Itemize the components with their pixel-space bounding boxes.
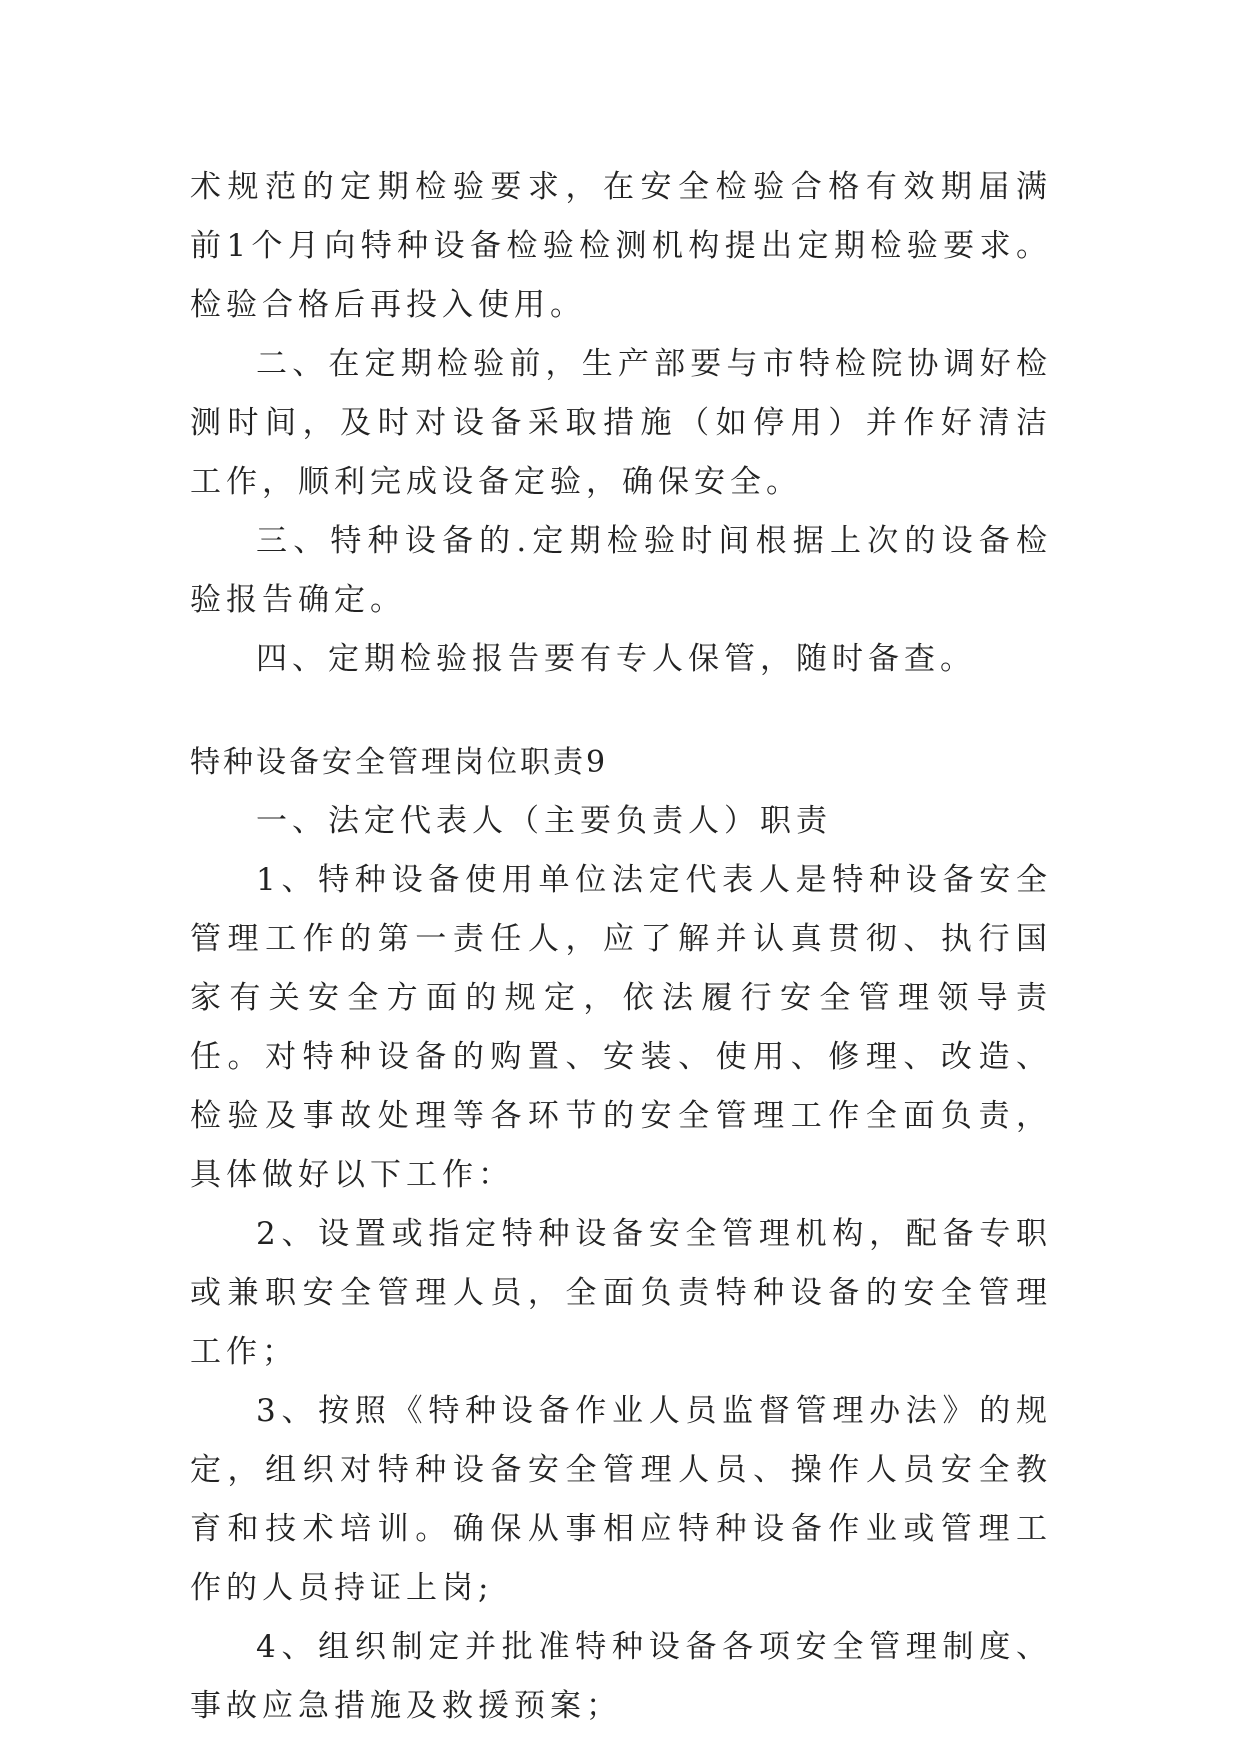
paragraph-item-4: 四、定期检验报告要有专人保管，随时备查。 (256, 641, 976, 677)
paragraph-duty-4: 4、组织制定并批准特种设备各项安全管理制度、事故应急措施及救援预案； (190, 1629, 1052, 1724)
paragraph-subheading: 一、法定代表人（主要负责人）职责 (256, 803, 832, 839)
section-spacer (190, 689, 1052, 733)
paragraph-continuation: 术规范的定期检验要求，在安全检验合格有效期届满前1个月向特种设备检验检测机构提出定期检验要求。检验合格后再投入使用。 (190, 169, 1052, 323)
section-title: 特种设备安全管理岗位职责9 (190, 745, 609, 780)
paragraph-item-2: 二、在定期检验前，生产部要与市特检院协调好检测时间，及时对设备采取措施（如停用）并作好清洁工作，顺利完成设备定验，确保安全。 (190, 346, 1052, 500)
paragraph-item-3: 三、特种设备的.定期检验时间根据上次的设备检验报告确定。 (190, 523, 1052, 618)
document-body (190, 158, 1052, 1736)
paragraph-duty-1: 1、特种设备使用单位法定代表人是特种设备安全管理工作的第一责任人，应了解并认真贯彻、执行国家有关安全方面的规定，依法履行安全管理领导责任。对特种设备的购置、安装、使用、修理、改造、检验及事故处理等各环节的安全管理工作全面负责，具体做好以下工作： (190, 862, 1052, 1193)
paragraph-duty-2: 2、设置或指定特种设备安全管理机构，配备专职或兼职安全管理人员，全面负责特种设备的安全管理工作； (190, 1216, 1052, 1370)
paragraph-duty-3: 3、按照《特种设备作业人员监督管理办法》的规定，组织对特种设备安全管理人员、操作人员安全教育和技术培训。确保从事相应特种设备作业或管理工作的人员持证上岗; (190, 1393, 1052, 1606)
